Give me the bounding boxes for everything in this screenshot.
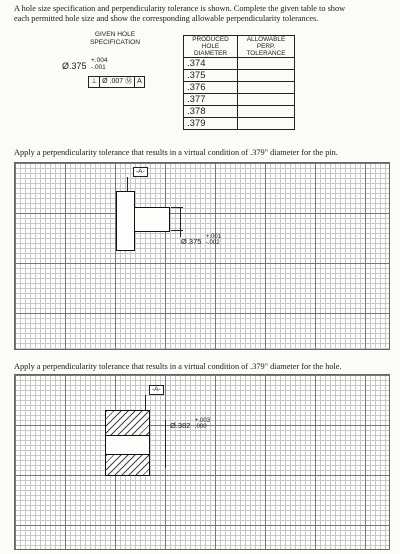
table-row xyxy=(184,118,295,130)
hole-instruction: Apply a perpendicularity tolerance that results in a virtual condition of .379" diameter for the hole. xyxy=(14,362,342,371)
fcf-tolerance: Ø .007 Ⓜ xyxy=(100,77,135,87)
pin-extension-line-top xyxy=(171,207,183,208)
given-spec-title-1: GIVEN HOLE xyxy=(94,31,136,38)
produced-diameter-cell: .374 xyxy=(184,58,238,70)
allowable-tolerance-cell[interactable] xyxy=(238,58,295,70)
hole-part-hatch-bottom xyxy=(106,455,149,475)
pin-body xyxy=(134,207,170,232)
allowable-tolerance-cell[interactable] xyxy=(238,82,295,94)
table-row xyxy=(184,106,295,118)
hole-dim-minus: .000 xyxy=(194,423,207,430)
allowable-tolerance-cell[interactable] xyxy=(238,70,295,82)
produced-diameter-cell: .378 xyxy=(184,106,238,118)
instruction-line-2: each permitted hole size and show the corresponding allowable perpendicularity tolerances. xyxy=(14,14,319,23)
allowable-tolerance-cell[interactable] xyxy=(238,118,295,130)
table-row xyxy=(184,70,295,82)
feature-control-frame xyxy=(88,76,145,88)
allowable-tolerance-cell[interactable] xyxy=(238,94,295,106)
table-row xyxy=(184,94,295,106)
pin-instruction: Apply a perpendicularity tolerance that results in a virtual condition of .379" diameter for the pin. xyxy=(14,148,338,157)
produced-diameter-cell: .376 xyxy=(184,82,238,94)
given-tol-minus: -.001 xyxy=(90,63,106,71)
hole-datum-leader xyxy=(145,395,146,411)
produced-diameter-cell: .375 xyxy=(184,70,238,82)
given-diameter: Ø.375 xyxy=(62,61,87,71)
table-row xyxy=(184,58,295,70)
col-allowable-perp-tolerance: ALLOWABLE PERP. TOLERANCE xyxy=(238,36,295,58)
hole-part-hatch-top xyxy=(106,411,149,435)
produced-diameter-cell: .377 xyxy=(184,94,238,106)
given-hole-specification xyxy=(60,31,170,46)
hole-dim-plus: +.003 xyxy=(194,417,211,424)
pin-datum-label: -A- xyxy=(133,167,148,177)
hole-grid xyxy=(14,374,390,550)
pin-dim-minus: -.002 xyxy=(205,239,220,246)
hole-edge-top xyxy=(106,435,149,436)
pin-base-block xyxy=(116,191,135,251)
given-tol-plus: +.004 xyxy=(90,57,108,65)
given-spec-title-2: SPECIFICATION xyxy=(89,38,141,46)
instructions xyxy=(14,4,394,24)
instruction-line-1: A hole size specification and perpendicularity tolerance is shown. Complete the given table to show xyxy=(14,4,346,13)
hole-datum-label: -A- xyxy=(149,385,164,395)
allowable-tolerance-cell[interactable] xyxy=(238,106,295,118)
pin-grid xyxy=(14,162,390,350)
hole-part xyxy=(105,410,150,476)
table-row xyxy=(184,82,295,94)
col-produced-hole-diameter: PRODUCED HOLE DIAMETER xyxy=(184,36,238,58)
hole-dimension-line xyxy=(165,420,166,468)
hole-size-dimension xyxy=(170,415,210,433)
fcf-datum: A xyxy=(137,78,142,85)
hole-dim-size: Ø.382 xyxy=(170,421,191,430)
perpendicularity-symbol-icon: ⊥ xyxy=(89,77,100,87)
pin-size-dimension xyxy=(181,231,221,249)
pin-dim-size: Ø.375 xyxy=(181,237,202,246)
hole-size-table xyxy=(183,35,295,130)
pin-dim-plus: +.001 xyxy=(205,233,222,240)
produced-diameter-cell: .379 xyxy=(184,118,238,130)
given-size-tolerance xyxy=(62,56,107,74)
